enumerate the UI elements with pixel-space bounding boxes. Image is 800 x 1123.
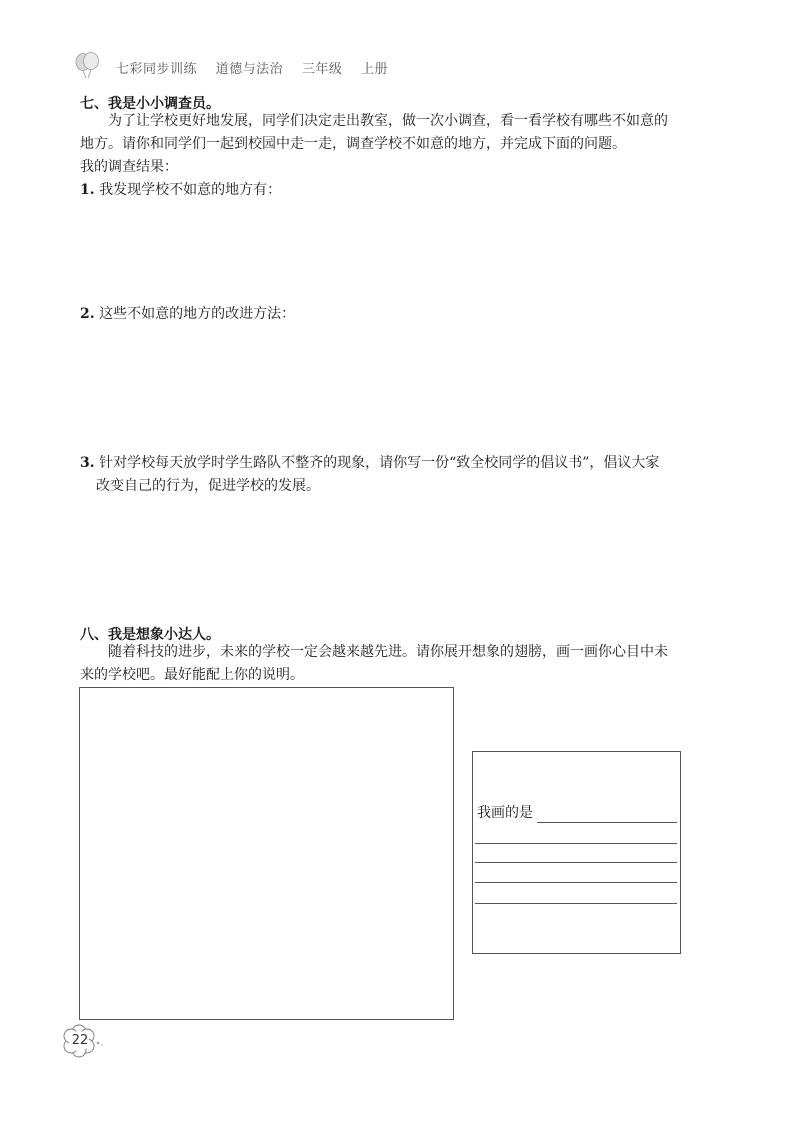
question-1-number: 1. bbox=[80, 182, 95, 198]
section-7-intro-line-2: 地方。请你和同学们一起到校园中走一走，调查学校不如意的地方，并完成下面的问题。 bbox=[80, 136, 626, 152]
question-3-text-line-1: 针对学校每天放学时学生路队不整齐的现象，请你写一份“致全校同学的倡议书”，倡议大家 bbox=[99, 455, 660, 471]
section-8-intro-line-2: 来的学校吧。最好能配上你的说明。 bbox=[80, 667, 304, 683]
header-grade: 三年级 bbox=[301, 62, 343, 77]
question-3 bbox=[80, 452, 659, 475]
question-3-text-line-2: 改变自己的行为，促进学校的发展。 bbox=[96, 478, 320, 494]
balloon-logo-icon bbox=[74, 52, 100, 80]
question-2-number: 2. bbox=[80, 306, 95, 322]
survey-results-label: 我的调查结果： bbox=[80, 159, 178, 175]
running-header bbox=[116, 58, 402, 77]
section-7-intro-line-1: 为了让学校更好地发展，同学们决定走出教室，做一次小调查，看一看学校有哪些不如意的 bbox=[108, 113, 668, 129]
header-volume: 上册 bbox=[360, 62, 388, 77]
question-3-answer-area[interactable] bbox=[80, 502, 730, 612]
caption-write-line-1[interactable] bbox=[537, 822, 677, 823]
header-subject: 道德与法治 bbox=[215, 62, 284, 77]
header-series: 七彩同步训练 bbox=[116, 62, 198, 77]
section-8-title: 八、我是想象小达人。 bbox=[80, 627, 220, 643]
drawing-box[interactable] bbox=[79, 687, 454, 1020]
caption-label: 我画的是 bbox=[477, 805, 533, 821]
question-3-number: 3. bbox=[80, 455, 95, 471]
question-2 bbox=[80, 303, 295, 326]
page-number: 22 bbox=[71, 1033, 89, 1048]
question-2-answer-area[interactable] bbox=[80, 330, 730, 445]
caption-write-line-4[interactable] bbox=[475, 882, 677, 883]
caption-write-line-3[interactable] bbox=[475, 862, 677, 863]
caption-write-line-2[interactable] bbox=[475, 843, 677, 844]
question-1 bbox=[80, 179, 281, 202]
section-7-title: 七、我是小小调查员。 bbox=[80, 96, 220, 112]
caption-write-line-5[interactable] bbox=[475, 903, 677, 904]
question-1-text: 我发现学校不如意的地方有： bbox=[99, 182, 282, 198]
section-8-intro-line-1: 随着科技的进步，未来的学校一定会越来越先进。请你展开想象的翅膀，画一画你心目中未 bbox=[108, 644, 668, 660]
question-1-answer-area[interactable] bbox=[80, 205, 730, 300]
caption-box bbox=[472, 751, 681, 954]
question-2-text: 这些不如意的地方的改进方法： bbox=[99, 306, 296, 322]
